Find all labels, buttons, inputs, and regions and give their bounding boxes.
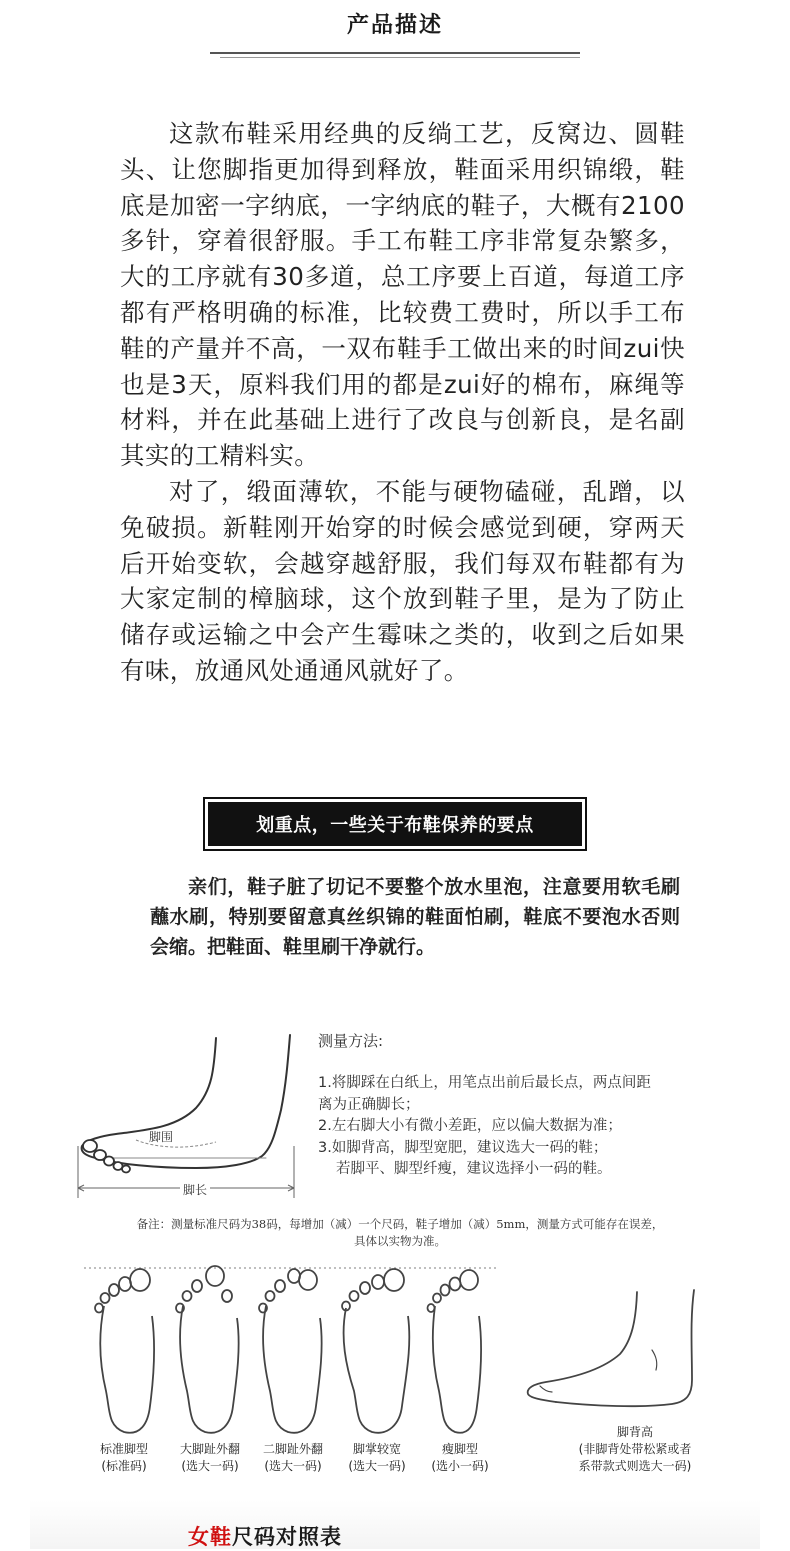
foot-type-advice: (标准码) [101, 1459, 147, 1473]
product-description [120, 116, 685, 689]
care-text: 亲们，鞋子脏了切记不要整个放水里泡，注意要用软毛刷蘸水刷，特别要留意真丝织锦的鞋面怕刷，鞋底不要泡水否则会缩。把鞋面、鞋里刷干净就行。 [150, 876, 680, 958]
care-banner-label: 划重点，一些关于布鞋保养的要点 [208, 802, 582, 846]
foot-type-standard [84, 1441, 164, 1475]
size-chart-title-highlight: 女鞋 [188, 1524, 232, 1549]
description-paragraph-2: 对了，缎面薄软，不能与硬物磕碰，乱蹭，以免破损。新鞋刚开始穿的时候会感觉到硬，穿两天后开始变软，会越穿越舒服，我们每双布鞋都有为大家定制的樟脑球，这个放到鞋子里，是为了防止储存或运输之中会产生霉味之类的，收到之后如果有味，放通风处通通风就好了。 [120, 476, 685, 685]
care-instructions [150, 872, 680, 962]
description-paragraph-1: 这款布鞋采用经典的反绱工艺，反窝边、圆鞋头、让您脚指更加得到释放，鞋面采用织锦缎，鞋底是加密一字纳底，一字纳底的鞋子，大概有2100多针，穿着很舒服。手工布鞋工序非常复杂繁多，大的工序就有30多道，总工序要上百道，每道工序都有严格明确的标准，比较费工费时，所以手工布鞋的产量并不高，一双布鞋手工做出来的时间zui快也是3天，原料我们用的都是zui好的棉布，麻绳等材料，并在此基础上进行了改良与创新良，是名副其实的工精料实。 [120, 119, 685, 471]
foot-type-standard-icon [94, 1266, 160, 1436]
note-line-1: 备注：测量标准尺码为38码，每增加（减）一个尺码，鞋子增加（减）5mm，测量方式可能存在误差， [136, 1217, 664, 1231]
foot-type-name: 二脚趾外翻 [262, 1442, 323, 1456]
size-chart-title-rest: 尺码对照表 [232, 1524, 342, 1549]
page-title: 产品描述 [346, 13, 443, 38]
foot-type-name: 大脚趾外翻 [179, 1442, 240, 1456]
measure-step: 若脚平、脚型纤瘦，建议选择小一码的鞋。 [336, 1161, 612, 1177]
measure-steps [318, 1073, 738, 1181]
size-chart-title [188, 1521, 342, 1551]
foot-type-second-toe-valgus-icon [258, 1266, 328, 1436]
foot-type-second-toe-valgus [251, 1441, 335, 1475]
foot-type-slim-icon [425, 1266, 487, 1436]
foot-type-name: 瘦脚型 [441, 1442, 478, 1456]
foot-type-advice: (选小一码) [431, 1459, 489, 1473]
measure-step: 1.将脚踩在白纸上，用笔点出前后最长点，两点间距 [318, 1075, 651, 1091]
foot-type-wide-forefoot [335, 1441, 419, 1475]
foot-type-advice: (选大一码) [348, 1459, 406, 1473]
measure-method-title: 测量方法: [318, 1032, 384, 1050]
foot-type-advice: (选大一码) [264, 1459, 322, 1473]
title-underline [210, 52, 580, 54]
measure-step: 2.左右脚大小有微小差距，应以偏大数据为准； [318, 1118, 622, 1134]
foot-type-slim [418, 1441, 502, 1475]
foot-measure-illustration [76, 1030, 306, 1205]
foot-type-wide-forefoot-icon [340, 1266, 414, 1436]
foot-type-name: 脚背高 [616, 1425, 653, 1439]
foot-type-big-toe-valgus-icon [175, 1266, 245, 1436]
foot-type-advice-line-1: (非脚背处带松紧或者 [578, 1442, 692, 1456]
care-banner [203, 797, 587, 851]
girth-label: 脚围 [149, 1130, 174, 1144]
size-chart-band [30, 1500, 760, 1549]
measure-step: 离为正确脚长； [318, 1096, 420, 1113]
length-label: 脚长 [180, 1181, 210, 1198]
measure-step: 3.如脚背高，脚型宽肥，建议选大一码的鞋； [318, 1139, 608, 1156]
foot-type-big-toe-valgus [168, 1441, 252, 1475]
measure-note [80, 1216, 720, 1250]
foot-type-name: 标准脚型 [99, 1442, 148, 1456]
foot-type-advice-line-2: 系带款式则选大一码) [578, 1459, 692, 1473]
foot-type-advice: (选大一码) [181, 1459, 239, 1473]
title-underline-thin [220, 57, 580, 58]
foot-type-name: 脚掌较宽 [352, 1442, 401, 1456]
high-instep-foot-icon [522, 1290, 702, 1420]
foot-type-high-instep [555, 1424, 715, 1475]
note-line-2: 具体以实物为准。 [354, 1234, 446, 1248]
